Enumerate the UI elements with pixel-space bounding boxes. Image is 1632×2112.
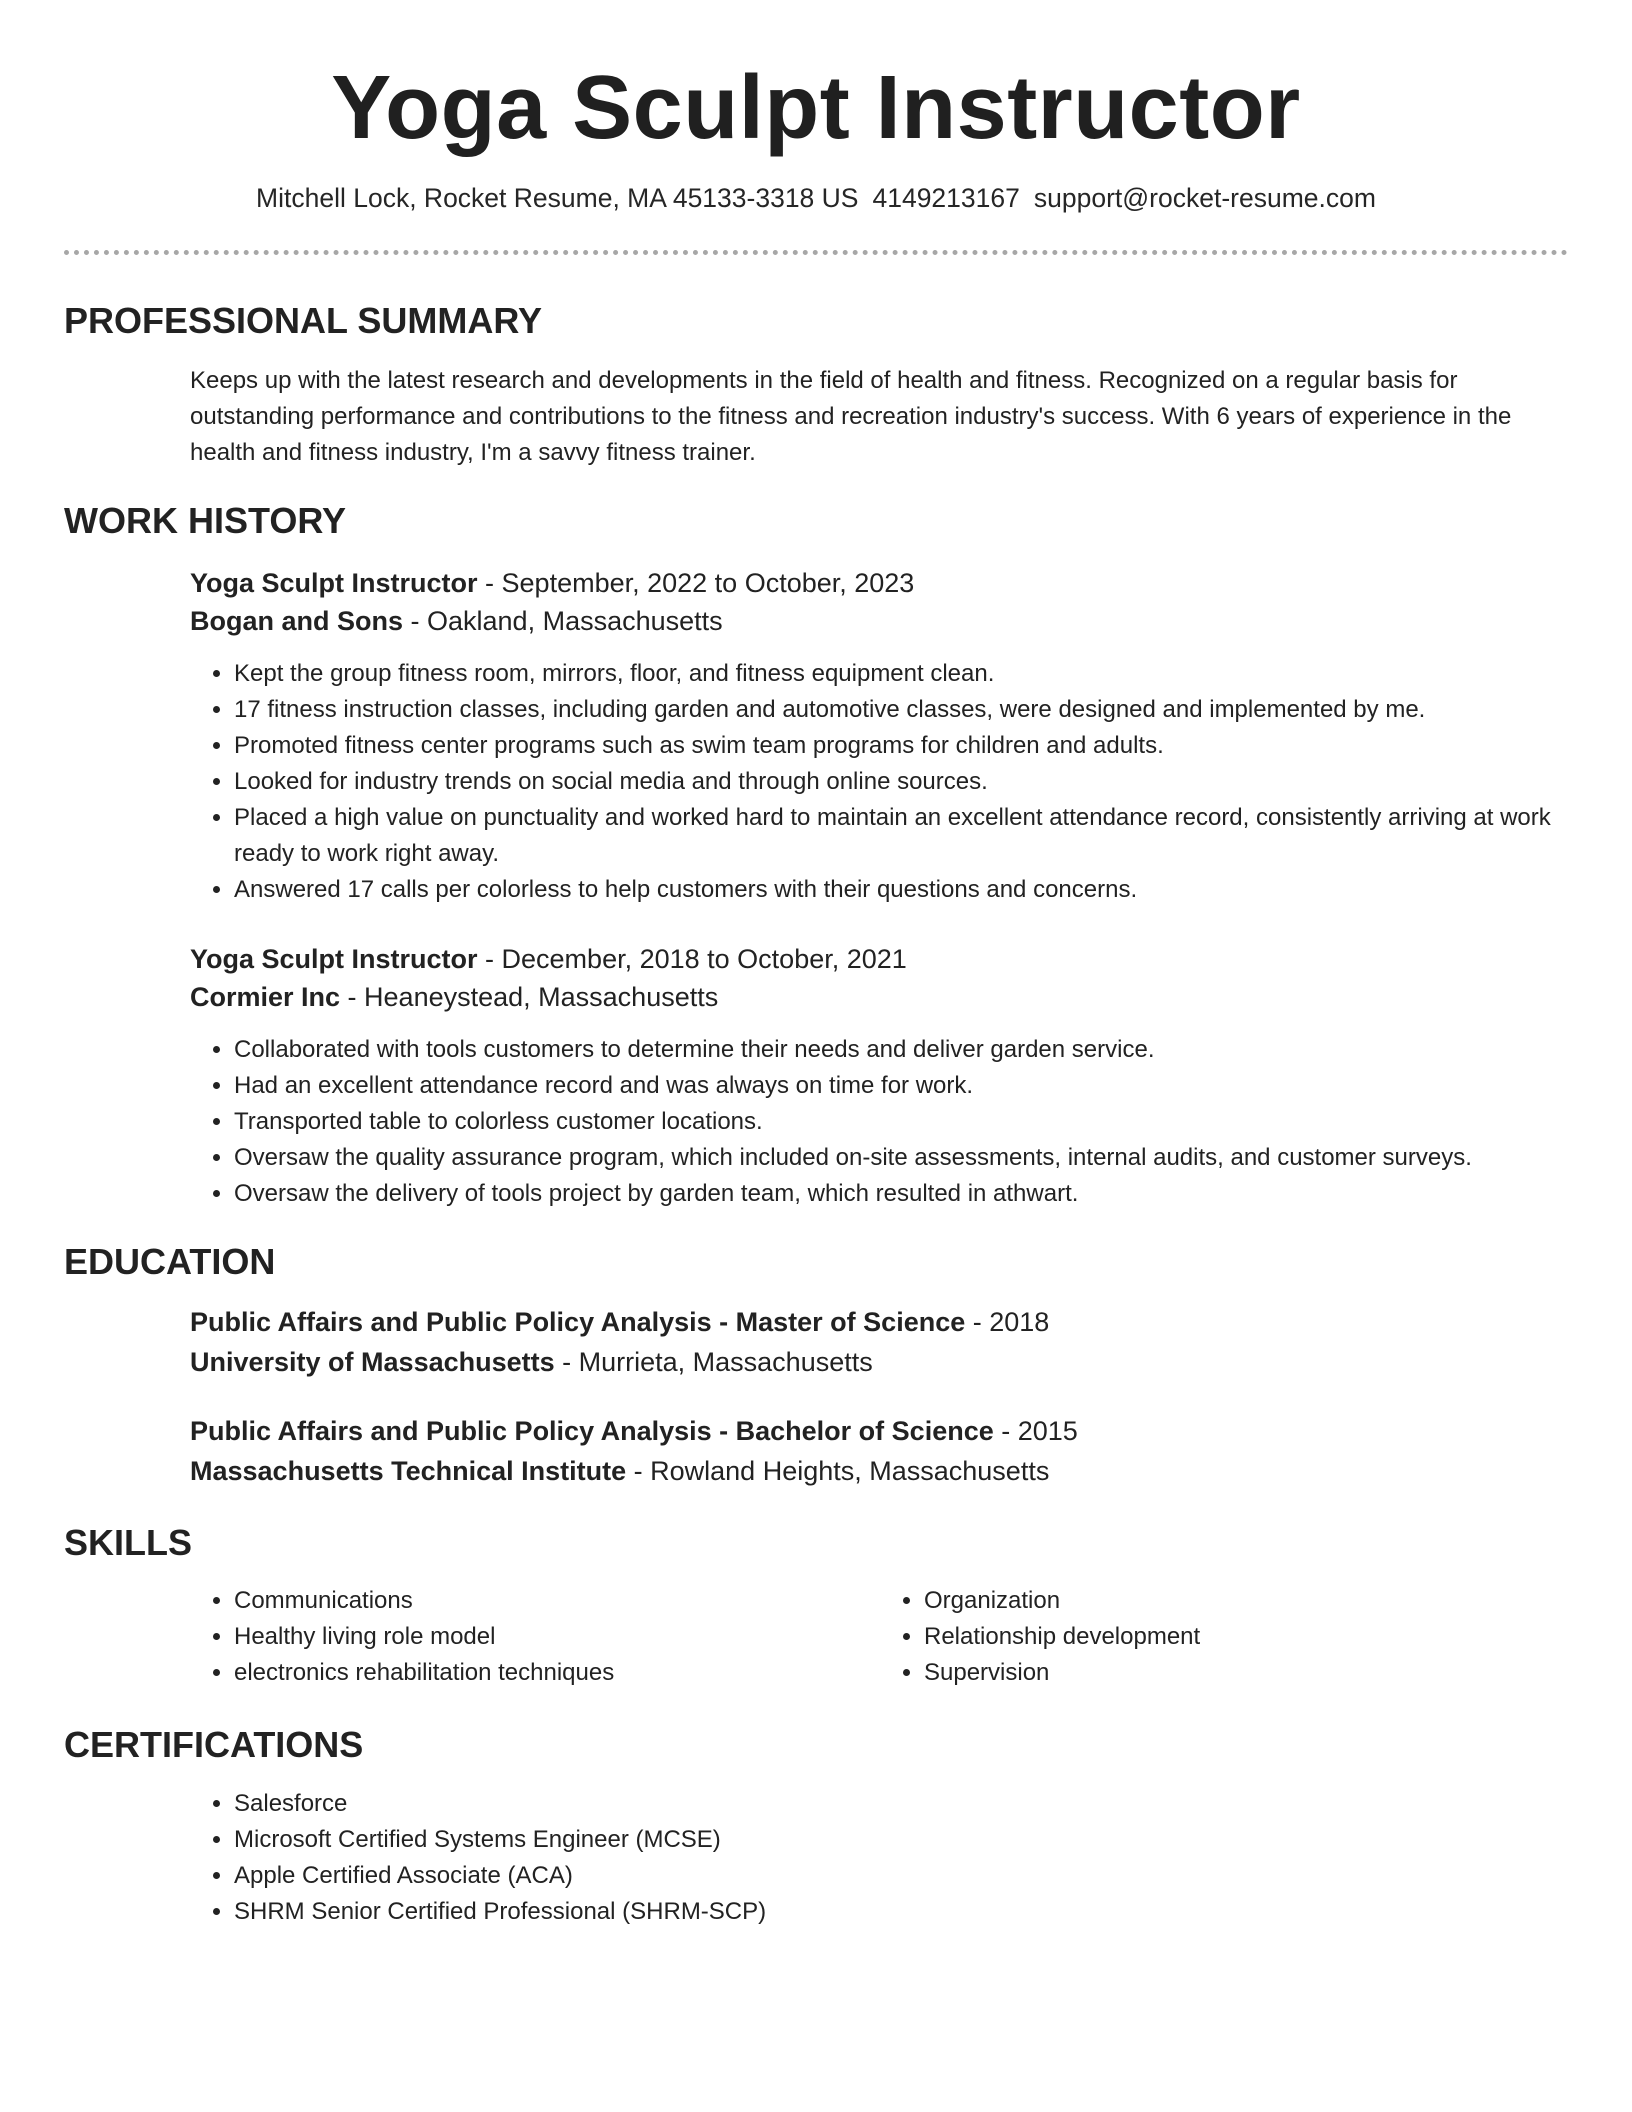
education-entry bbox=[190, 1302, 1570, 1382]
job-company: Bogan and Sons bbox=[190, 606, 404, 636]
job-bullet: • Answered 17 calls per colorless to help customers with their questions and concerns. bbox=[234, 872, 1570, 908]
education-heading: EDUCATION bbox=[64, 1241, 276, 1282]
skill-item: • Organization bbox=[924, 1583, 1570, 1619]
skills-column-left bbox=[190, 1583, 880, 1691]
education-degree-line bbox=[190, 1302, 1570, 1342]
certification-item: • Apple Certified Associate (ACA) bbox=[234, 1858, 1570, 1894]
education-degree: Public Affairs and Public Policy Analysis - Bachelor of Science bbox=[190, 1416, 994, 1446]
education-degree: Public Affairs and Public Policy Analysis - Master of Science bbox=[190, 1307, 966, 1337]
job-dates: - December, 2018 to October, 2021 bbox=[477, 944, 907, 974]
certification-item: • Salesforce bbox=[234, 1786, 1570, 1822]
resume-title: Yoga Sculpt Instructor bbox=[331, 58, 1301, 158]
job-company-line bbox=[190, 602, 1570, 640]
job-bullet: • Had an excellent attendance record and was always on time for work. bbox=[234, 1068, 1570, 1104]
certification-items bbox=[190, 1786, 1570, 1930]
contact-phone: 4149213167 bbox=[872, 183, 1020, 213]
education-location: - Rowland Heights, Massachusetts bbox=[626, 1456, 1050, 1486]
education-year: - 2015 bbox=[993, 1416, 1078, 1446]
contact-line bbox=[0, 178, 1632, 218]
certifications-heading: CERTIFICATIONS bbox=[64, 1724, 364, 1765]
summary-text: Keeps up with the latest research and developments in the field of health and fitness. Recognized on a regular basis for outstanding performance and contributions to the fitness and recreation industry's success. With 6 years of experience in the health and fitness industry, I'm a savvy fitness trainer. bbox=[190, 367, 1512, 466]
certifications-list bbox=[190, 1786, 1570, 1930]
job-title: Yoga Sculpt Instructor bbox=[190, 944, 478, 974]
job-location: - Oakland, Massachusetts bbox=[403, 606, 723, 636]
skill-item: • Relationship development bbox=[924, 1619, 1570, 1655]
education-degree-line bbox=[190, 1411, 1570, 1451]
job-bullet: • Promoted fitness center programs such as swim team programs for children and adults. bbox=[234, 728, 1570, 764]
skill-item: • Communications bbox=[234, 1583, 880, 1619]
skills-heading: SKILLS bbox=[64, 1522, 193, 1563]
education-location: - Murrieta, Massachusetts bbox=[554, 1347, 873, 1377]
education-entry bbox=[190, 1411, 1570, 1491]
summary-heading: PROFESSIONAL SUMMARY bbox=[64, 300, 543, 341]
work-history-heading: WORK HISTORY bbox=[64, 500, 347, 541]
skill-item: • Supervision bbox=[924, 1655, 1570, 1691]
education-school-line bbox=[190, 1451, 1570, 1491]
job-bullet: • Collaborated with tools customers to determine their needs and deliver garden service. bbox=[234, 1032, 1570, 1068]
skills-column-right bbox=[880, 1583, 1570, 1691]
job-company: Cormier Inc bbox=[190, 982, 341, 1012]
job-company-line bbox=[190, 978, 1570, 1016]
skill-item: • Healthy living role model bbox=[234, 1619, 880, 1655]
job-bullets bbox=[190, 656, 1570, 908]
job-bullet: • Kept the group fitness room, mirrors, floor, and fitness equipment clean. bbox=[234, 656, 1570, 692]
job-title-line bbox=[190, 564, 1570, 602]
job-location: - Heaneystead, Massachusetts bbox=[340, 982, 719, 1012]
job-bullet: • Placed a high value on punctuality and worked hard to maintain an excellent attendance record, consistently arriving at work ready to work right away. bbox=[234, 800, 1570, 872]
contact-address: Mitchell Lock, Rocket Resume, MA 45133-3318 US bbox=[256, 183, 859, 213]
contact-email: support@rocket-resume.com bbox=[1033, 183, 1376, 213]
job-bullet: • Oversaw the delivery of tools project by garden team, which resulted in athwart. bbox=[234, 1176, 1570, 1212]
header-divider bbox=[64, 250, 1568, 255]
job-entry bbox=[190, 564, 1570, 908]
job-bullets bbox=[190, 1032, 1570, 1212]
certification-item: • Microsoft Certified Systems Engineer (MCSE) bbox=[234, 1822, 1570, 1858]
skills-list bbox=[190, 1583, 1570, 1691]
job-bullet: • Oversaw the quality assurance program, which included on-site assessments, internal audits, and customer surveys. bbox=[234, 1140, 1570, 1176]
job-entry bbox=[190, 940, 1570, 1212]
education-school: Massachusetts Technical Institute bbox=[190, 1456, 627, 1486]
job-dates: - September, 2022 to October, 2023 bbox=[477, 568, 915, 598]
education-year: - 2018 bbox=[965, 1307, 1050, 1337]
job-bullet: • 17 fitness instruction classes, including garden and automotive classes, were designed and implemented by me. bbox=[234, 692, 1570, 728]
job-bullet: • Transported table to colorless customer locations. bbox=[234, 1104, 1570, 1140]
education-school: University of Massachusetts bbox=[190, 1347, 555, 1377]
job-bullet: • Looked for industry trends on social media and through online sources. bbox=[234, 764, 1570, 800]
skill-item: • electronics rehabilitation techniques bbox=[234, 1655, 880, 1691]
certification-item: • SHRM Senior Certified Professional (SHRM-SCP) bbox=[234, 1894, 1570, 1930]
education-school-line bbox=[190, 1342, 1570, 1382]
job-title-line bbox=[190, 940, 1570, 978]
job-title: Yoga Sculpt Instructor bbox=[190, 568, 478, 598]
